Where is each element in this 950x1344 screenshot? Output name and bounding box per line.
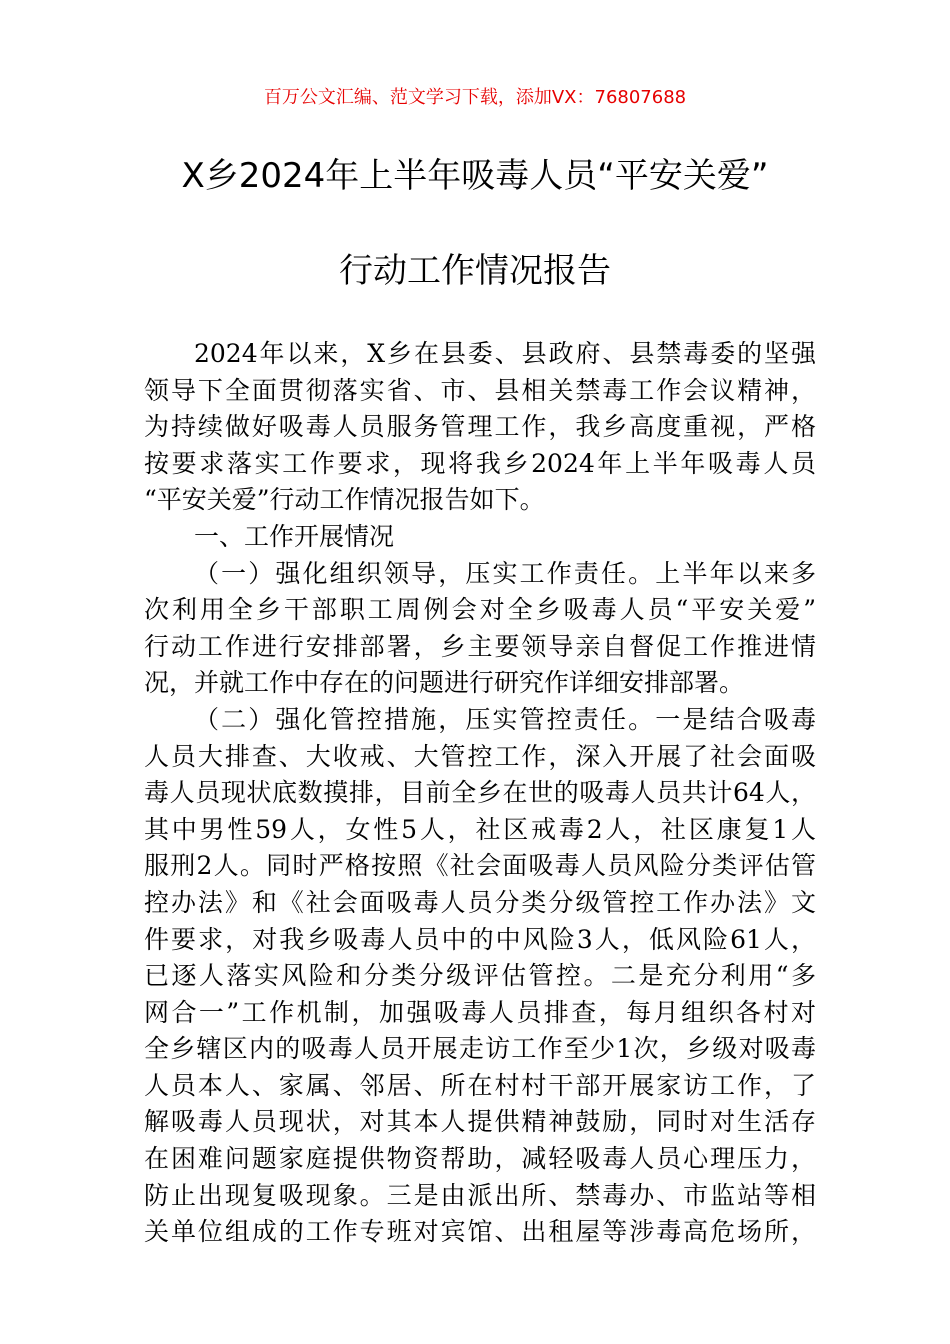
paragraph-line: 领导下全面贯彻落实省、市、县相关禁毒工作会议精神， xyxy=(144,375,816,405)
document-title-line-1: X乡2024年上半年吸毒人员“平安关爱” xyxy=(181,156,769,196)
paragraph-line: 毒人员现状底数摸排，目前全乡在世的吸毒人员共计64人， xyxy=(144,778,816,808)
paragraph-line: 次利用全乡干部职工周例会对全乡吸毒人员“平安关爱” xyxy=(144,595,816,625)
paragraph-line: 其中男性59人，女性5人，社区戒毒2人，社区康复1人 xyxy=(144,814,816,844)
paragraph-line: 解吸毒人员现状，对其本人提供精神鼓励，同时对生活存 xyxy=(144,1107,816,1137)
paragraph-line: 控办法》和《社会面吸毒人员分类分级管控工作办法》文 xyxy=(144,887,816,917)
paragraph-line: “平安关爱”行动工作情况报告如下。 xyxy=(144,485,545,515)
paragraph-line: 况，并就工作中存在的问题进行研究作详细安排部署。 xyxy=(144,668,745,698)
header-note: 百万公文汇编、范文学习下载，添加VX：76807688 xyxy=(263,87,687,108)
paragraph-line: 已逐人落实风险和分类分级评估管控。二是充分利用“多 xyxy=(144,961,816,991)
paragraph-line: 关单位组成的工作专班对宾馆、出租屋等涉毒高危场所， xyxy=(144,1217,816,1247)
document-body xyxy=(144,336,816,1251)
paragraph-line: 按要求落实工作要求，现将我乡2024年上半年吸毒人员 xyxy=(144,448,816,478)
paragraph-line: 网合一”工作机制，加强吸毒人员排查，每月组织各村对 xyxy=(144,997,816,1027)
paragraph-line: 服刑2人。同时严格按照《社会面吸毒人员风险分类评估管 xyxy=(144,851,816,881)
paragraph-line: 人员本人、家属、邻居、所在村村干部开展家访工作，了 xyxy=(144,1070,816,1100)
paragraph-line: 行动工作进行安排部署，乡主要领导亲自督促工作推进情 xyxy=(144,631,816,661)
paragraph-line: 2024年以来，X乡在县委、县政府、县禁毒委的坚强 xyxy=(194,339,816,368)
paragraph-line: （一）强化组织领导，压实工作责任。上半年以来多 xyxy=(194,558,816,588)
paragraph-line: 为持续做好吸毒人员服务管理工作，我乡高度重视，严格 xyxy=(144,412,816,442)
section-heading: 一、工作开展情况 xyxy=(194,521,395,551)
document-title-line-2: 行动工作情况报告 xyxy=(339,251,611,291)
paragraph-line: （二）强化管控措施，压实管控责任。一是结合吸毒 xyxy=(194,704,816,734)
paragraph-line: 件要求，对我乡吸毒人员中的中风险3人，低风险61人， xyxy=(144,924,816,954)
paragraph-line: 防止出现复吸现象。三是由派出所、禁毒办、市监站等相 xyxy=(144,1180,816,1210)
paragraph-line: 在困难问题家庭提供物资帮助，减轻吸毒人员心理压力， xyxy=(144,1144,816,1174)
paragraph-line: 全乡辖区内的吸毒人员开展走访工作至少1次，乡级对吸毒 xyxy=(144,1034,816,1064)
paragraph-line: 人员大排查、大收戒、大管控工作，深入开展了社会面吸 xyxy=(144,741,816,771)
